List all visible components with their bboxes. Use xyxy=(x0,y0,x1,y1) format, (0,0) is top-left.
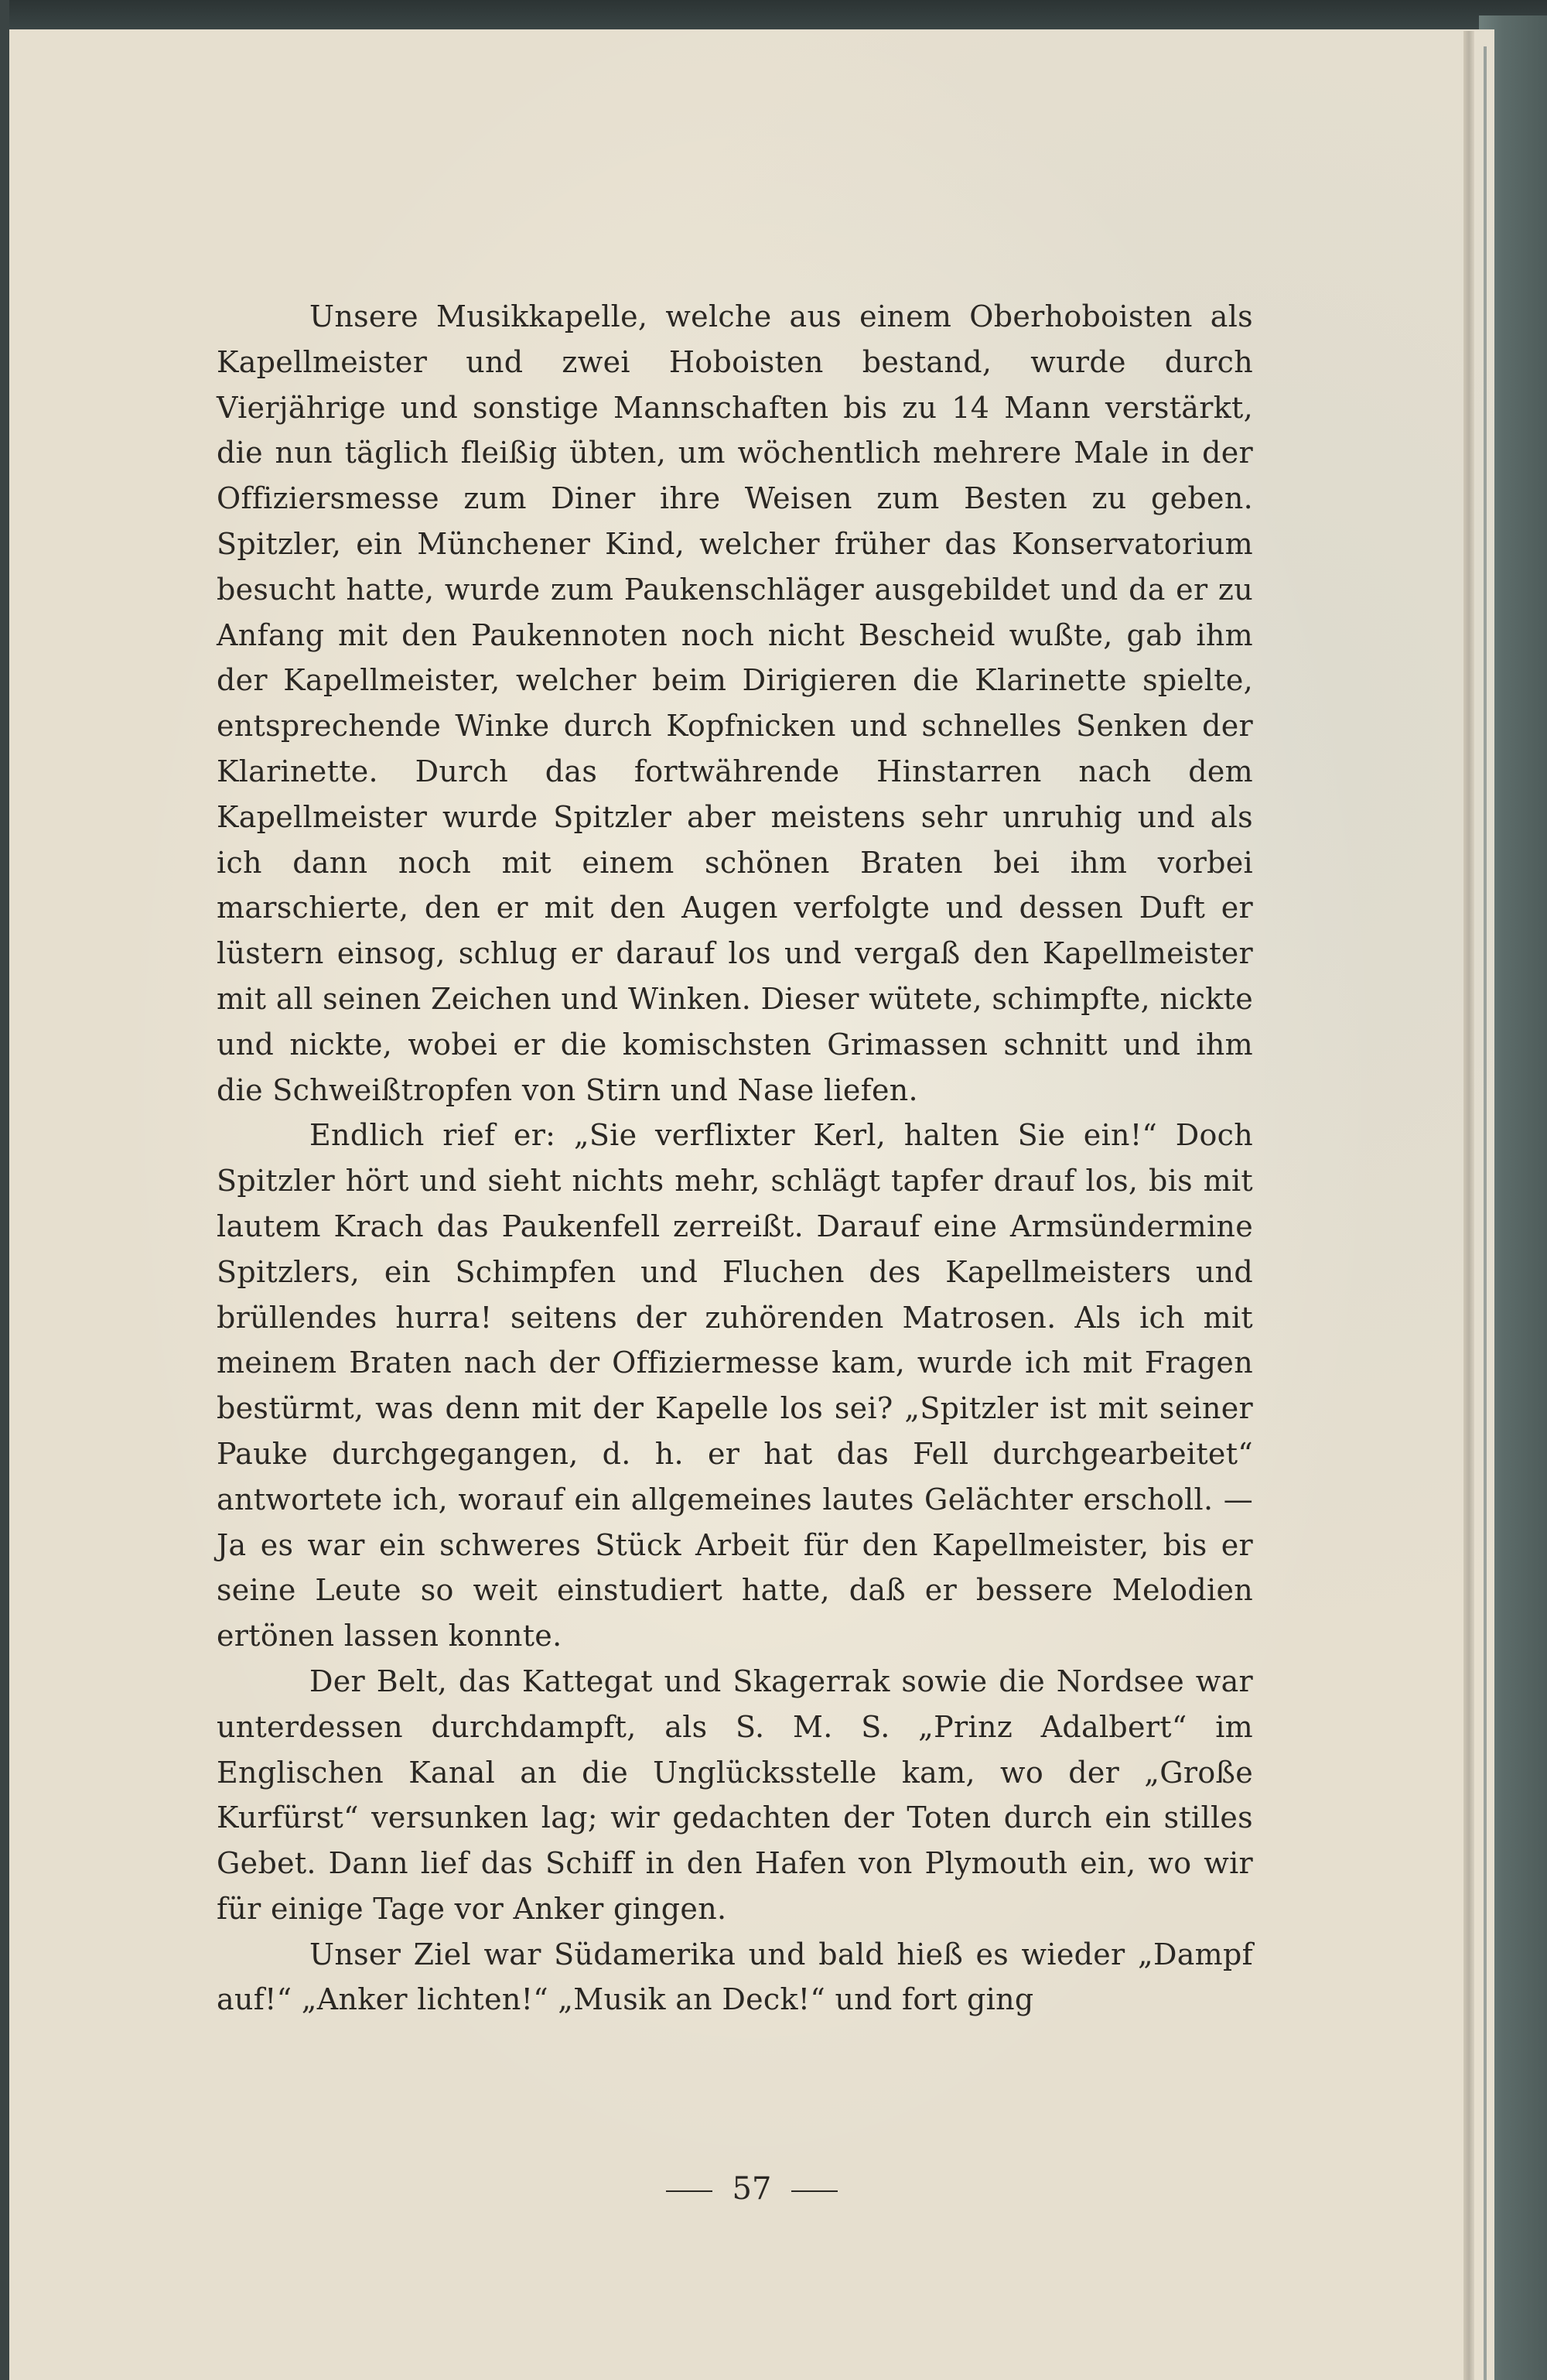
body-text xyxy=(217,294,1253,2023)
paragraph-1: Unsere Musikkapelle, welche aus einem Oberhoboisten als Kapellmeister und zwei Hoboisten bestand, wurde durch Vierjährige und sonstige Mannschaften bis zu 14 Mann verstärkt, die nun täglich fleißig übten, um wöchentlich mehrere Male in der Offiziersmesse zum Diner ihre Weisen zum Besten zu geben. Spitzler, ein Münchener Kind, welcher früher das Konservatorium besucht hatte, wurde zum Paukenschläger ausgebildet und da er zu Anfang mit den Paukennoten noch nicht Bescheid wußte, gab ihm der Kapellmeister, welcher beim Dirigieren die Klarinette spielte, entsprechende Winke durch Kopfnicken und schnelles Senken der Klarinette. Durch das fortwährende Hinstarren nach dem Kapellmeister wurde Spitzler aber meistens sehr unruhig und als ich dann noch mit einem schönen Braten bei ihm vorbei marschierte, den er mit den Augen verfolgte und dessen Duft er lüstern einsog, schlug er darauf los und vergaß den Kapellmeister mit all seinen Zeichen und Winken. Dieser wütete, schimpfte, nickte und nickte, wobei er die komischsten Grimassen schnitt und ihm die Schweißtropfen von Stirn und Nase liefen. xyxy=(217,299,1253,1107)
scan-background-left xyxy=(0,0,9,2380)
paragraph-2: Endlich rief er: „Sie verflixter Kerl, halten Sie ein!“ Doch Spitzler hört und sieht nichts mehr, schlägt tapfer drauf los, bis mit lautem Krach das Paukenfell zerreißt. Darauf eine Armsündermine Spitzlers, ein Schimpfen und Fluchen des Kapellmeisters und brüllendes hurra! seitens der zuhörenden Matrosen. Als ich mit meinem Braten nach der Offiziermesse kam, wurde ich mit Fragen bestürmt, was denn mit der Kapelle los sei? „Spitzler ist mit seiner Pauke durchgegangen, d. h. er hat das Fell durchgearbeitet“ antwortete ich, worauf ein allgemeines lautes Gelächter erscholl. — Ja es war ein schweres Stück Arbeit für den Kapellmeister, bis er seine Leute so weit einstudiert hatte, daß er bessere Melodien ertönen lassen konnte. xyxy=(217,1118,1253,1653)
page-number-footer xyxy=(9,2171,1494,2207)
book-page xyxy=(9,29,1494,2380)
page-number-dash-right xyxy=(791,2190,838,2192)
page-gutter-line xyxy=(1484,46,1487,2380)
page-edge-shadow xyxy=(1463,31,1474,2380)
paragraph-4: Unser Ziel war Südamerika und bald hieß es wieder „Dampf auf!“ „Anker lichten!“ „Musik an Deck!“ und fort ging xyxy=(217,1937,1253,2017)
page-number: 57 xyxy=(732,2171,772,2207)
paragraph-3: Der Belt, das Kattegat und Skagerrak sowie die Nordsee war unterdessen durchdampft, als S. M. S. „Prinz Adalbert“ im Englischen Kanal an die Unglücksstelle kam, wo der „Große Kurfürst“ versunken lag; wir gedachten der Toten durch ein stilles Gebet. Dann lief das Schiff in den Hafen von Plymouth ein, wo wir für einige Tage vor Anker gingen. xyxy=(217,1664,1253,1926)
page-number-dash-left xyxy=(666,2190,712,2192)
scan-background-top xyxy=(0,0,1547,32)
